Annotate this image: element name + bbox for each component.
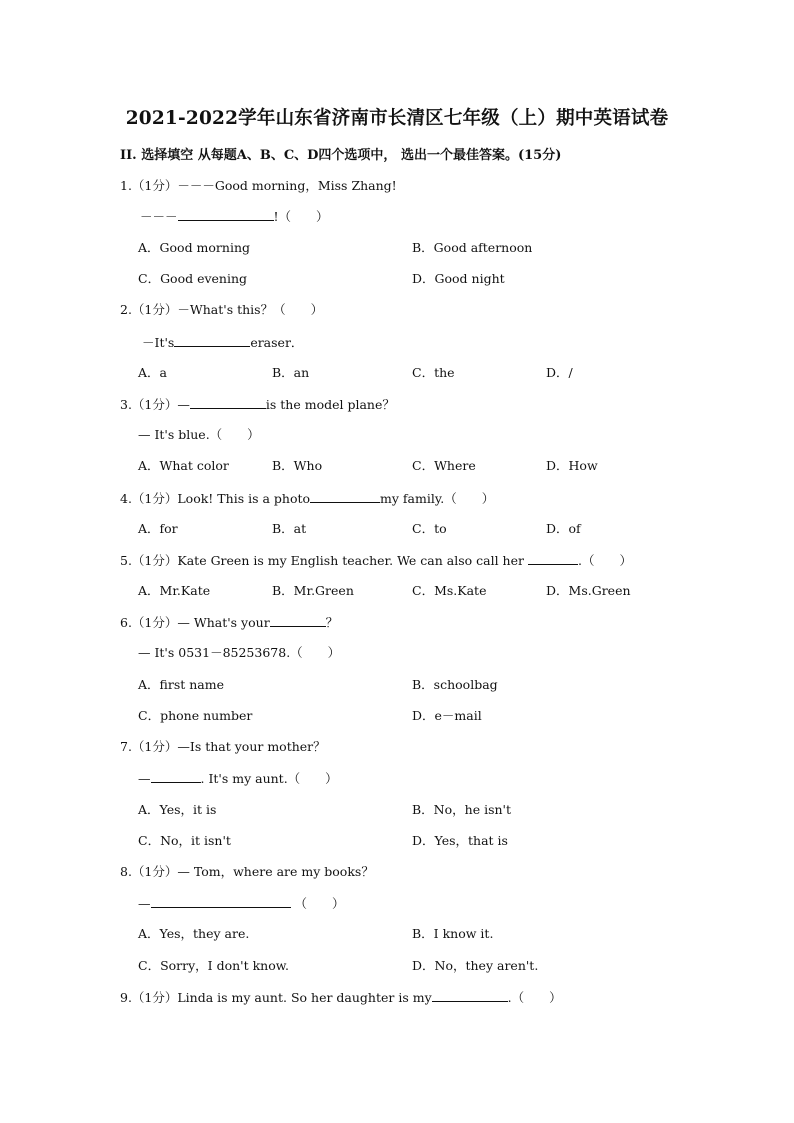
answer-blank[interactable] xyxy=(151,770,201,783)
question-2-answer-line: －It's eraser． xyxy=(142,335,304,350)
option-c[interactable]: C．No，it isn't xyxy=(138,833,231,848)
option-c[interactable]: C．to xyxy=(412,521,447,536)
option-a[interactable]: A．first name xyxy=(138,677,225,692)
question-3-reply: — It's blue.（ ） xyxy=(138,427,260,442)
question-6-reply: — It's 0531－85253678.（ ） xyxy=(138,645,341,660)
option-a[interactable]: A．Yes，they are. xyxy=(138,926,250,941)
question-8: 8.（1分）— Tom，where are my books？ xyxy=(120,864,374,879)
question-1: 1.（1分）－－－Good morning，Miss Zhang! xyxy=(120,178,397,193)
answer-blank[interactable] xyxy=(270,614,326,627)
option-c[interactable]: C．Sorry，I don't know. xyxy=(138,958,289,973)
option-c[interactable]: C．the xyxy=(412,365,455,380)
answer-blank[interactable] xyxy=(174,334,250,347)
section-heading: II. 选择填空 从每题A、B、C、D四个选项中， 选出一个最佳答案。(15分) xyxy=(120,148,562,163)
option-b[interactable]: B．No，he isn't xyxy=(412,802,511,817)
option-a[interactable]: A．Good morning xyxy=(138,240,250,255)
question-9: 9.（1分）Linda is my aunt. So her daughter is my .（ ） xyxy=(120,990,562,1005)
option-a[interactable]: A．for xyxy=(138,521,178,536)
answer-blank[interactable] xyxy=(310,490,380,503)
answer-blank[interactable] xyxy=(528,552,578,565)
question-8-answer-line: — （ ） xyxy=(138,896,345,911)
option-d[interactable]: D．of xyxy=(546,521,581,536)
option-c[interactable]: C．Ms.Kate xyxy=(412,583,487,598)
option-d[interactable]: D．/ xyxy=(546,365,573,380)
question-7: 7.（1分）—Is that your mother？ xyxy=(120,739,326,754)
option-d[interactable]: D．Good night xyxy=(412,271,505,286)
question-2: 2.（1分）－What's this？（ ） xyxy=(120,302,324,317)
option-d[interactable]: D．e－mail xyxy=(412,708,482,723)
option-c[interactable]: C．Good evening xyxy=(138,271,248,286)
answer-blank[interactable] xyxy=(190,396,266,409)
answer-blank[interactable] xyxy=(432,989,508,1002)
page-title: 2021-2022学年山东省济南市长清区七年级（上）期中英语试卷 xyxy=(125,108,669,129)
question-7-answer-line: — . It's my aunt.（ ） xyxy=(138,771,338,786)
question-1-answer-line: －－－ !（ ） xyxy=(140,209,329,224)
option-a[interactable]: A．a xyxy=(138,365,167,380)
question-5: 5.（1分）Kate Green is my English teacher. We can also call her .（ ） xyxy=(120,553,632,568)
option-b[interactable]: B．Who xyxy=(272,458,323,473)
question-6: 6.（1分）— What's your ？ xyxy=(120,615,339,630)
option-d[interactable]: D．Ms.Green xyxy=(546,583,631,598)
option-a[interactable]: A．Yes，it is xyxy=(138,802,217,817)
answer-blank[interactable] xyxy=(151,895,291,908)
option-b[interactable]: B．schoolbag xyxy=(412,677,498,692)
option-b[interactable]: B．I know it. xyxy=(412,926,494,941)
option-b[interactable]: B．an xyxy=(272,365,310,380)
option-b[interactable]: B．Good afternoon xyxy=(412,240,533,255)
option-a[interactable]: A．Mr.Kate xyxy=(138,583,211,598)
option-c[interactable]: C．Where xyxy=(412,458,476,473)
option-a[interactable]: A．What color xyxy=(138,458,229,473)
option-d[interactable]: D．No，they aren't. xyxy=(412,958,539,973)
option-c[interactable]: C．phone number xyxy=(138,708,253,723)
option-b[interactable]: B．Mr.Green xyxy=(272,583,354,598)
option-b[interactable]: B．at xyxy=(272,521,307,536)
option-d[interactable]: D．Yes，that is xyxy=(412,833,508,848)
question-4: 4.（1分）Look! This is a photo my family.（ ） xyxy=(120,491,495,506)
option-d[interactable]: D．How xyxy=(546,458,598,473)
question-3: 3.（1分）— is the model plane？ xyxy=(120,397,395,412)
answer-blank[interactable] xyxy=(178,208,274,221)
